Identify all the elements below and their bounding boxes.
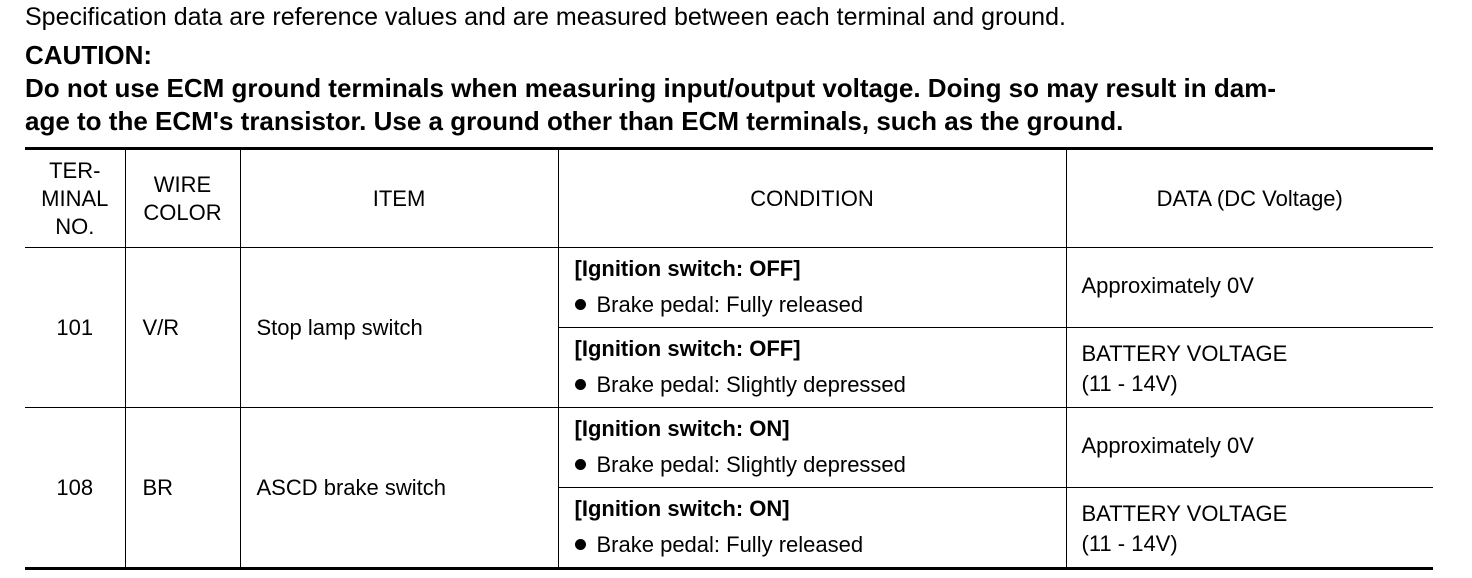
pedal-condition xyxy=(575,373,1066,397)
data-value: Approximately 0V xyxy=(1081,273,1254,298)
header-terminal-line-3: NO. xyxy=(55,213,95,239)
bullet-icon xyxy=(575,539,586,550)
data-value-line-2: (11 - 14V) xyxy=(1081,371,1178,396)
wire-color: BR xyxy=(125,408,240,569)
ecm-terminal-spec-table xyxy=(25,147,1433,570)
caution-title: CAUTION: xyxy=(25,40,153,70)
condition-cell xyxy=(558,488,1066,569)
pedal-condition xyxy=(575,533,1066,557)
pedal-condition xyxy=(575,453,1066,477)
pedal-condition-text: Brake pedal: Fully released xyxy=(596,532,864,557)
pedal-condition xyxy=(575,293,1066,317)
item-name: Stop lamp switch xyxy=(240,248,558,408)
header-wire-line-2: COLOR xyxy=(143,199,222,225)
pedal-condition-text: Brake pedal: Slightly depressed xyxy=(596,372,906,397)
item-name: ASCD brake switch xyxy=(240,408,558,569)
header-wire-color xyxy=(125,149,240,248)
bullet-icon xyxy=(575,459,586,470)
data-value-line-1: BATTERY VOLTAGE xyxy=(1081,501,1288,526)
data-cell xyxy=(1066,488,1433,569)
wire-color: V/R xyxy=(125,248,240,408)
pedal-condition-text: Brake pedal: Fully released xyxy=(596,292,864,317)
ignition-condition: [Ignition switch: OFF] xyxy=(574,256,801,281)
ignition-condition: [Ignition switch: OFF] xyxy=(574,336,801,361)
data-value xyxy=(1082,339,1434,399)
caution-line-2: age to the ECM's transistor. Use a ground other than ECM terminals, such as the ground. xyxy=(25,106,1124,136)
ignition-condition: [Ignition switch: ON] xyxy=(574,496,790,521)
condition-cell xyxy=(558,408,1066,488)
data-value-line-2: (11 - 14V) xyxy=(1081,531,1178,556)
header-condition: CONDITION xyxy=(558,149,1066,248)
header-terminal-no xyxy=(25,149,125,248)
intro-text: Specification data are reference values and are measured between each terminal and ground. xyxy=(25,3,1066,31)
table-header-row xyxy=(25,149,1433,248)
terminal-number: 101 xyxy=(25,248,125,408)
ignition-condition: [Ignition switch: ON] xyxy=(574,416,790,441)
caution-line-1: Do not use ECM ground terminals when measuring input/output voltage. Doing so may result in dam- xyxy=(25,73,1276,103)
table-row xyxy=(25,408,1433,488)
header-wire-line-1: WIRE xyxy=(153,171,212,197)
data-cell xyxy=(1066,248,1433,328)
bullet-icon xyxy=(575,379,586,390)
data-cell xyxy=(1066,328,1433,408)
condition-cell xyxy=(558,328,1066,408)
data-cell xyxy=(1066,408,1433,488)
data-value xyxy=(1082,499,1434,559)
terminal-number: 108 xyxy=(25,408,125,569)
condition-cell xyxy=(558,248,1066,328)
caution-text xyxy=(25,72,1435,138)
header-terminal-line-2: MINAL xyxy=(41,185,109,211)
header-data: DATA (DC Voltage) xyxy=(1066,149,1433,248)
header-item: ITEM xyxy=(240,149,558,248)
pedal-condition-text: Brake pedal: Slightly depressed xyxy=(596,452,906,477)
table-row xyxy=(25,248,1433,328)
data-value: Approximately 0V xyxy=(1081,433,1254,458)
bullet-icon xyxy=(575,299,586,310)
data-value-line-1: BATTERY VOLTAGE xyxy=(1081,341,1288,366)
header-terminal-line-1: TER- xyxy=(49,157,101,183)
